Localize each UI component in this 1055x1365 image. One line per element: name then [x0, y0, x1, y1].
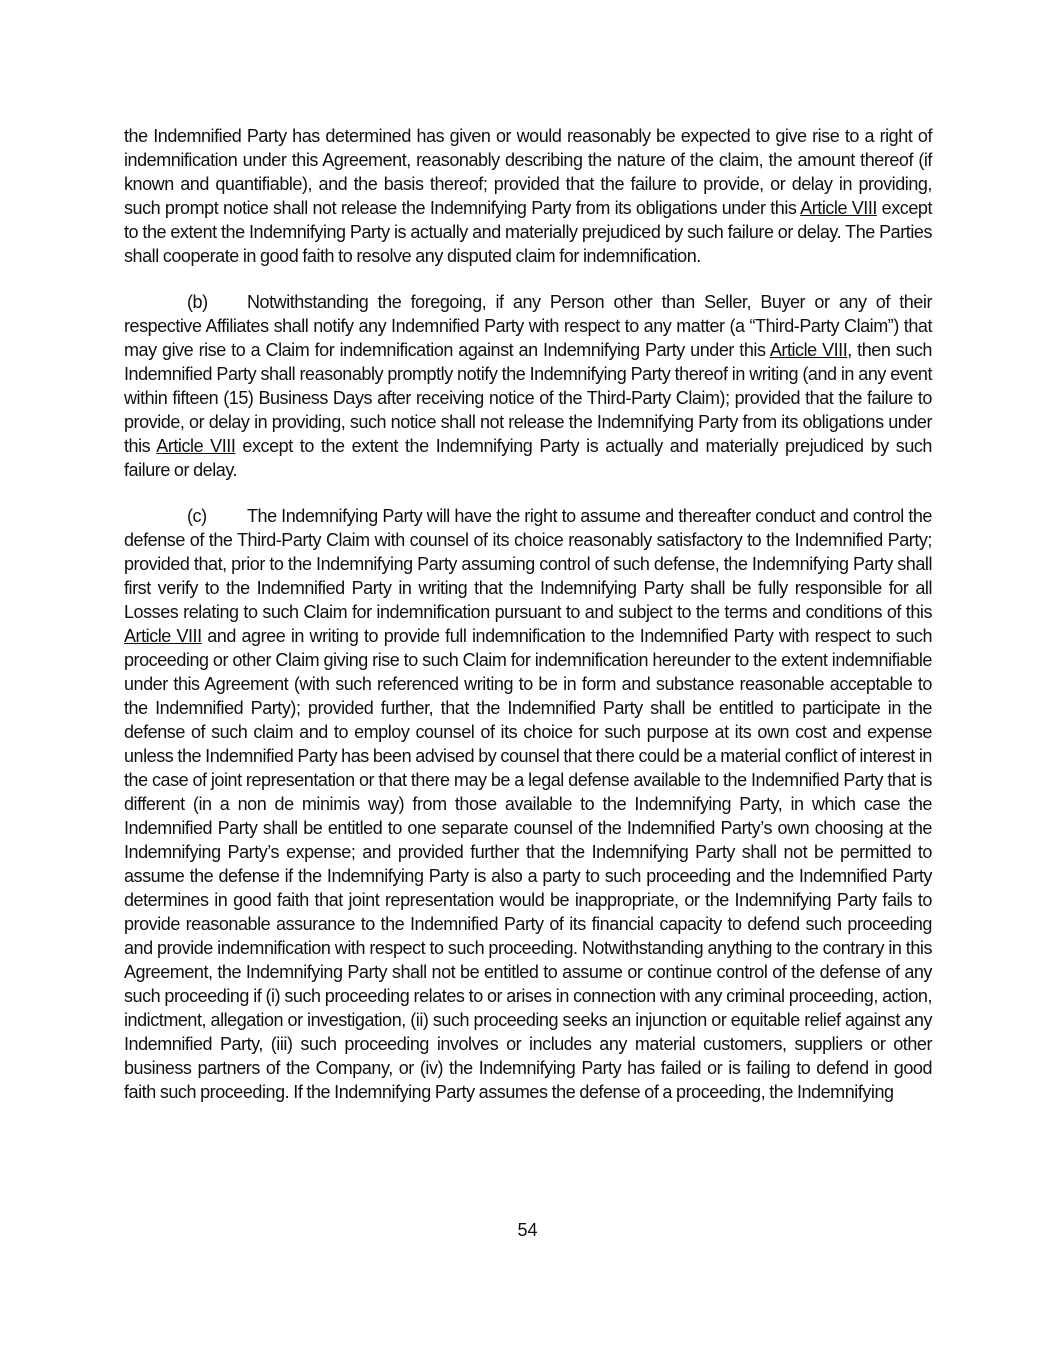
document-page — [124, 124, 932, 1104]
article-reference: Article VIII — [800, 198, 877, 218]
paragraph-label: (b) — [187, 292, 208, 312]
paragraph-c — [124, 504, 932, 1104]
paragraph-text: The Indemnifying Party will have the right to assume and thereafter conduct and control the defense of the Third-Party Claim with counsel of its choice reasonably satisfactory to the Indemnified Party; provided that, prior to the Indemnifying Party assuming control of such defense, the Indemnifying Party shall first verify to the Indemnified Party in writing that the Indemnifying Party shall be fully responsible for all Losses relating to such Claim for indemnification pursuant to and subject to the terms and conditions of this — [124, 506, 932, 622]
article-reference: Article VIII — [156, 436, 236, 456]
paragraph-text: Notwithstanding the foregoing, if any Person other than Seller, Buyer or any of their respective Affiliates shall notify any Indemnified Party with respect to any matter (a “Third-Party Claim”) that may give rise to a Claim for indemnification against an Indemnifying Party under this — [124, 292, 932, 360]
paragraph-label: (c) — [187, 506, 207, 526]
paragraph-a-continuation — [124, 124, 932, 268]
paragraph-text: except to the extent the Indemnifying Party is actually and materially prejudiced by such failure or delay. — [124, 436, 932, 480]
paragraph-b — [124, 290, 932, 482]
paragraph-text: the Indemnified Party has determined has given or would reasonably be expected to give rise to a right of indemnification under this Agreement, reasonably describing the nature of the claim, the amount thereof (if known and quantifiable), and the basis thereof; provided that the failure to provide, or delay in providing, such prompt notice shall not release the Indemnifying Party from its obligations under this — [124, 126, 932, 218]
paragraph-text: , then such Indemnified Party shall reasonably promptly notify the Indemnifying Party thereof in writing (and in any event within fifteen (15) Business Days after receiving notice of the Third-Party Claim); provided that the failure to provide, or delay in providing, such notice shall not release the Indemnifying Party from its obligations under this — [124, 340, 932, 456]
page-number: 54 — [517, 1220, 538, 1240]
paragraph-text: except to the extent the Indemnifying Party is actually and materially prejudiced by such failure or delay. The Parties shall cooperate in good faith to resolve any disputed claim for indemnification. — [124, 198, 932, 266]
article-reference: Article VIII — [769, 340, 848, 360]
paragraph-text: and agree in writing to provide full indemnification to the Indemnified Party with respect to such proceeding or other Claim giving rise to such Claim for indemnification hereunder to the extent indemnifiable under this Agreement (with such referenced writing to be in form and substance reasonable acceptable to the Indemnified Party); provided further, that the Indemnified Party shall be entitled to participate in the defense of such claim and to employ counsel of its choice for such purpose at its own cost and expense unless the Indemnified Party has been advised by counsel that there could be a material conflict of interest in the case of joint representation or that there may be a legal defense available to the Indemnified Party that is different (in a non de minimis way) from those available to the Indemnifying Party, in which case the Indemnified Party shall be entitled to one separate counsel of the Indemnified Party’s own choosing at the Indemnifying Party’s expense; and provided further that the Indemnifying Party shall not be permitted to assume the defense if the Indemnifying Party is also a party to such proceeding and the Indemnified Party determines in good faith that joint representation would be inappropriate, or the Indemnifying Party fails to provide reasonable assurance to the Indemnified Party of its financial capacity to defend such proceeding and provide indemnification with respect to such proceeding. Notwithstanding anything to the contrary in this Agreement, the Indemnifying Party shall not be entitled to assume or continue control of the defense of any such proceeding if (i) such proceeding relates to or arises in connection with any criminal proceeding, action, indictment, allegation or investigation, (ii) such proceeding seeks an injunction or equitable relief against any Indemnified Party, (iii) such proceeding involves or includes any material customers, suppliers or other business partners of the Company, or (iv) the Indemnifying Party has failed or is failing to defend in good faith such proceeding. If the Indemnifying Party assumes the defense of a proceeding, the Indemnifying — [124, 626, 933, 1102]
article-reference: Article VIII — [124, 626, 202, 646]
